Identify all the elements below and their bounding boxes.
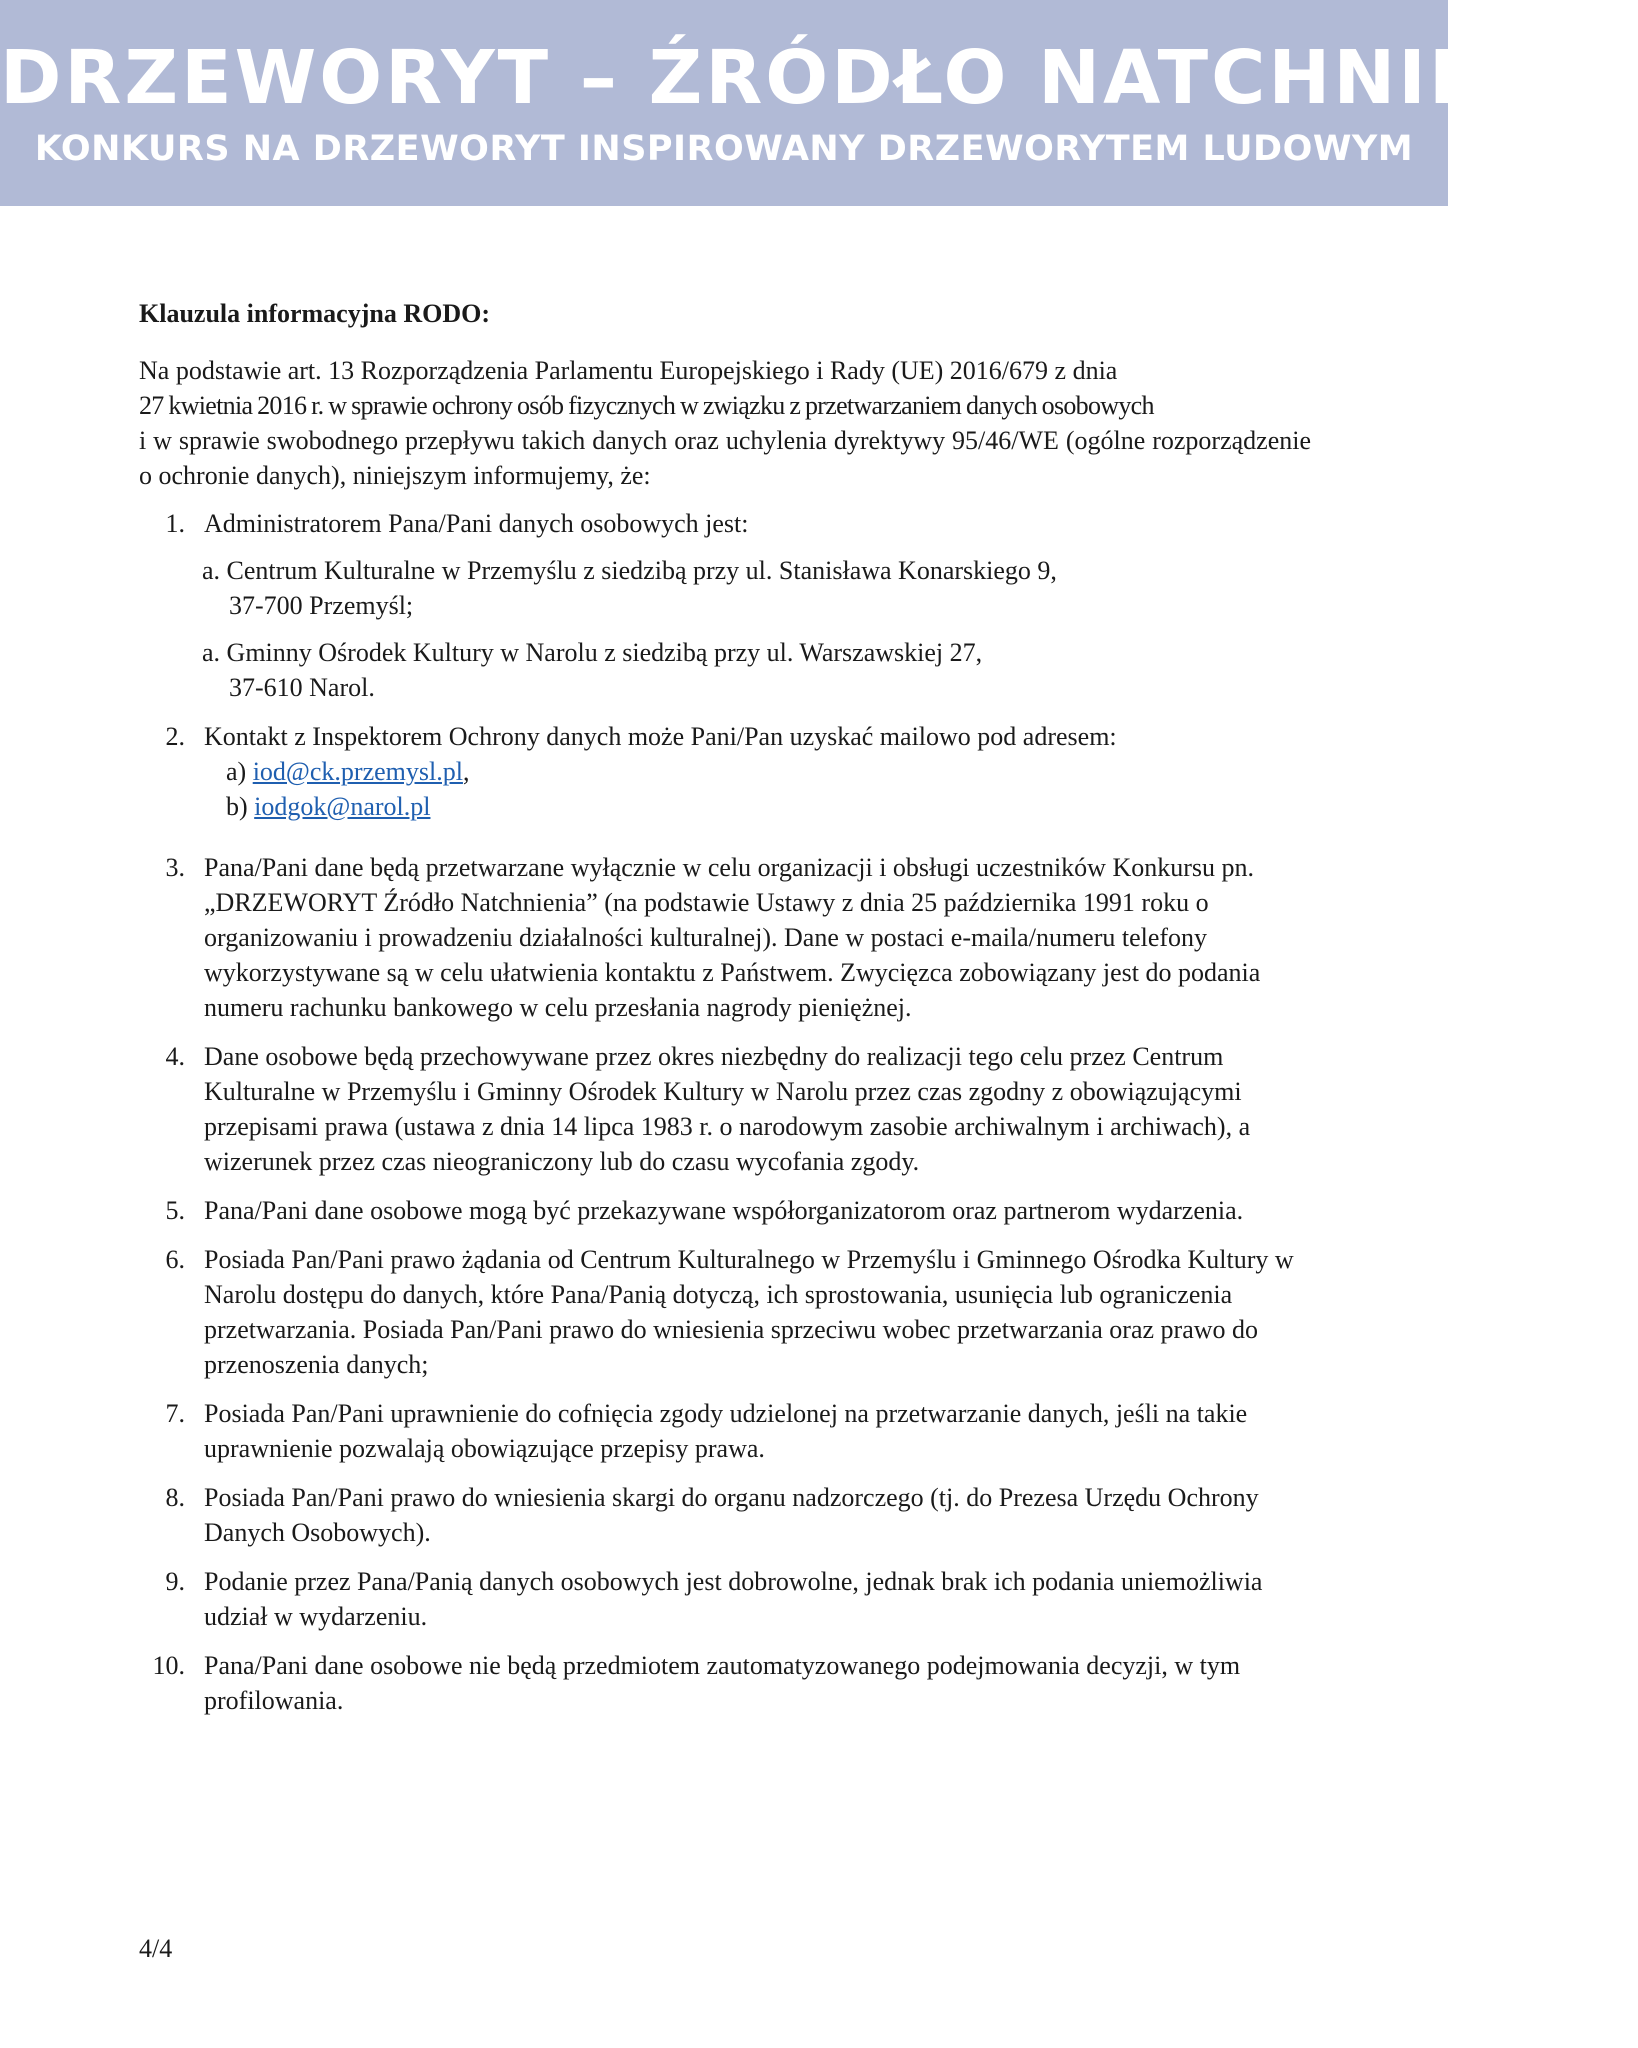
- contact-prefix: b): [226, 792, 248, 821]
- list-item: [139, 719, 1311, 824]
- intro-line-2: 27 kwietnia 2016 r. w sprawie ochrony osób fizycznych w związku z przetwarzaniem danych osobowych: [139, 391, 1154, 420]
- list-item: [139, 1396, 1311, 1466]
- item-number: 10.: [152, 1651, 185, 1680]
- contact-line-b: [204, 789, 1311, 824]
- list-item: [139, 1039, 1311, 1179]
- intro-line-1: Na podstawie art. 13 Rozporządzenia Parlamentu Europejskiego i Rady (UE) 2016/679 z dnia: [139, 356, 1118, 385]
- list-item: [139, 1480, 1311, 1550]
- item-text: Posiada Pan/Pani uprawnienie do cofnięcia zgody udzielonej na przetwarzanie danych, jeśli na takie uprawnienie pozwalają obowiązujące przepisy prawa.: [204, 1399, 1248, 1463]
- item-text: Administratorem Pana/Pani danych osobowych jest:: [204, 509, 749, 538]
- header-subtitle: KONKURS NA DRZEWORYT INSPIROWANY DRZEWORYTEM LUDOWYM: [34, 129, 1414, 169]
- list-item: [139, 1193, 1311, 1228]
- sub-list-item: [202, 553, 1311, 623]
- item-text: Dane osobowe będą przechowywane przez okres niezbędny do realizacji tego celu przez Centrum Kulturalne w Przemyślu i Gminny Ośrodek Kultury w Narolu przez czas zgodny z obowiązującymi przepisami prawa (ustawa z dnia 14 lipca 1983 r. o narodowym zasobie archiwalnym i archiwach), a wizerunek przez czas nieograniczony lub do czasu wycofania zgody.: [204, 1042, 1251, 1176]
- item-number: 4.: [165, 1042, 185, 1071]
- intro-paragraph: [139, 353, 1311, 493]
- item-text: Pana/Pani dane osobowe mogą być przekazywane współorganizatorom oraz partnerom wydarzenia.: [204, 1196, 1244, 1225]
- sub-item-line-2: 37-610 Narol.: [229, 673, 375, 702]
- email-link-iodgok[interactable]: iodgok@narol.pl: [254, 792, 431, 821]
- item-text: Pana/Pani dane osobowe nie będą przedmiotem zautomatyzowanego podejmowania decyzji, w tym profilowania.: [204, 1651, 1241, 1715]
- item-number: 8.: [165, 1483, 185, 1512]
- item-number: 7.: [165, 1399, 185, 1428]
- sub-item-marker: a.: [202, 638, 221, 667]
- list-item: [139, 1648, 1311, 1718]
- item-number: 3.: [165, 853, 185, 882]
- sub-item-line-1: Gminny Ośrodek Kultury w Narolu z siedzibą przy ul. Warszawskiej 27,: [226, 638, 983, 667]
- header-title: DRZEWORYT – ŹRÓDŁO NATCHNIENIA: [0, 35, 1638, 121]
- sub-list-item: [202, 635, 1311, 705]
- email-link-iod[interactable]: iod@ck.przemysl.pl: [252, 757, 463, 786]
- section-heading: Klauzula informacyjna RODO:: [139, 299, 490, 328]
- item-text: Pana/Pani dane będą przetwarzane wyłącznie w celu organizacji i obsługi uczestników Konkursu pn. „DRZEWORYT Źródło Natchnienia” (na podstawie Ustawy z dnia 25 października 1991 roku o organizowaniu i prowadzeniu działalności kulturalnej). Dane w postaci e-maila/numeru telefony wykorzystywane są w celu ułatwienia kontaktu z Państwem. Zwycięzca zobowiązany jest do podania numeru rachunku bankowego w celu przesłania nagrody pieniężnej.: [204, 853, 1261, 1022]
- clause-list: [139, 506, 1311, 1718]
- contact-prefix: a): [226, 757, 247, 786]
- list-item: [139, 850, 1311, 1025]
- list-item: [139, 1564, 1311, 1634]
- item-text: Podanie przez Pana/Panią danych osobowych jest dobrowolne, jednak brak ich podania uniemożliwia udział w wydarzeniu.: [204, 1567, 1263, 1631]
- list-item: [139, 1242, 1311, 1382]
- header-banner: [0, 0, 1638, 206]
- page-number: 4/4: [139, 1934, 173, 1963]
- item-number: 5.: [165, 1196, 185, 1225]
- list-item: [139, 506, 1311, 705]
- item-text: Posiada Pan/Pani prawo do wniesienia skargi do organu nadzorczego (tj. do Prezesa Urzędu Ochrony Danych Osobowych).: [204, 1483, 1259, 1547]
- item-text: Kontakt z Inspektorem Ochrony danych może Pani/Pan uzyskać mailowo pod adresem:: [204, 722, 1117, 751]
- sub-item-line-1: Centrum Kulturalne w Przemyślu z siedzibą przy ul. Stanisława Konarskiego 9,: [226, 556, 1057, 585]
- sub-item-marker: a.: [202, 556, 221, 585]
- intro-rest: i w sprawie swobodnego przepływu takich danych oraz uchylenia dyrektywy 95/46/WE (ogólne rozporządzenie o ochronie danych), niniejszym informujemy, że:: [139, 426, 1311, 490]
- item-number: 1.: [165, 509, 185, 538]
- item-text: Posiada Pan/Pani prawo żądania od Centrum Kulturalnego w Przemyślu i Gminnego Ośrodka Kultury w Narolu dostępu do danych, które Pana/Panią dotyczą, ich sprostowania, usunięcia lub ograniczenia przetwarzania. Posiada Pan/Pani prawo do wniesienia sprzeciwu wobec przetwarzania oraz prawo do przenoszenia danych;: [204, 1245, 1294, 1379]
- item-number: 6.: [165, 1245, 185, 1274]
- sub-item-line-2: 37-700 Przemyśl;: [229, 591, 414, 620]
- document-body: [139, 296, 1311, 1732]
- administrator-list: [204, 553, 1311, 705]
- item-number: 9.: [165, 1567, 185, 1596]
- contact-line-a: [204, 754, 1311, 789]
- item-number: 2.: [165, 722, 185, 751]
- contact-separator: ,: [462, 757, 470, 786]
